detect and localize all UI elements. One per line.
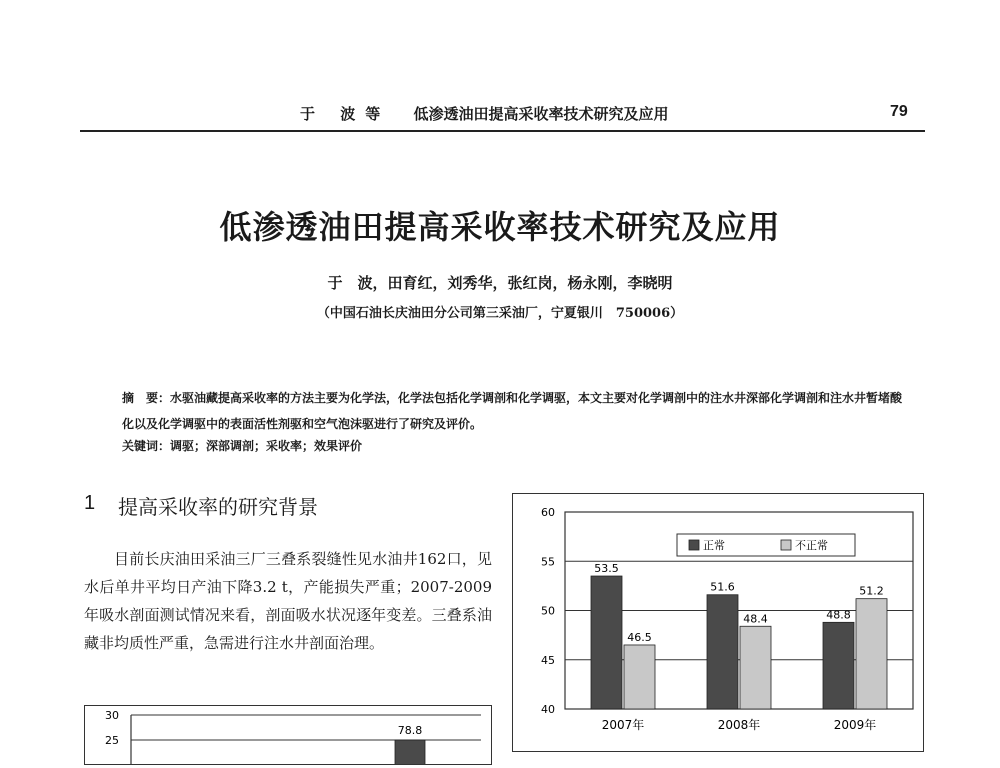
bar-不正常-2008年: [740, 626, 771, 709]
figure-bar-chart: [512, 493, 924, 752]
data-label: 46.5: [627, 630, 652, 644]
bar-不正常-2007年: [624, 645, 655, 709]
y-tick-label: 50: [541, 604, 555, 618]
data-label: 78.8: [397, 724, 423, 737]
section-number: 1: [84, 492, 96, 514]
partial-chart-svg: [85, 706, 491, 764]
keywords-text: 调驱；深部调剖；采收率；效果评价: [170, 439, 363, 453]
paper-title: 低渗透油田提高采收率技术研究及应用: [219, 208, 781, 246]
running-head: [300, 103, 720, 124]
abstract: [122, 385, 912, 437]
running-head-author: 于 波等: [300, 105, 391, 123]
bar-正常-2009年: [823, 622, 854, 709]
page-number: 79: [890, 103, 908, 120]
legend-label: 不正常: [795, 539, 828, 552]
abstract-label: 摘 要：: [122, 391, 171, 405]
legend-label: 正常: [703, 539, 725, 552]
header-rule: [80, 130, 925, 132]
data-label: 51.2: [859, 584, 884, 598]
data-label: 53.5: [594, 562, 619, 576]
y-tick-label: 45: [541, 653, 555, 667]
legend-swatch: [781, 540, 791, 550]
legend-swatch: [689, 540, 699, 550]
y-tick-label: 60: [541, 506, 555, 519]
figure-bar-chart-partial: [84, 705, 492, 765]
data-label: 48.4: [743, 612, 768, 626]
data-label: 48.8: [826, 608, 851, 622]
bar-partial: [395, 740, 425, 764]
bar-正常-2008年: [707, 595, 738, 709]
section-title: 提高采收率的研究背景: [118, 495, 318, 519]
y-tick-label: 30: [105, 709, 119, 722]
keywords-label: 关键词：: [122, 439, 171, 453]
body-paragraph: 目前长庆油田采油三厂三叠系裂缝性见水油井162口，见水后单井平均日产油下降3.2 t，产能损失严重；2007-2009年吸水剖面测试情况来看，剖面吸水状况逐年变差。三叠系油藏非均质性严重，急需进行注水井剖面治理。: [84, 550, 492, 652]
x-tick-label: 2007年: [601, 718, 645, 732]
y-tick-label: 25: [105, 734, 119, 747]
running-head-title: 低渗透油田提高采收率技术研究及应用: [413, 105, 669, 123]
keywords: [122, 437, 912, 454]
x-tick-label: 2009年: [833, 718, 877, 732]
data-label: 51.6: [710, 580, 735, 594]
x-tick-label: 2008年: [717, 718, 761, 732]
bar-正常-2007年: [591, 576, 622, 709]
bar-不正常-2009年: [856, 599, 887, 709]
y-tick-label: 55: [541, 555, 555, 569]
bar-chart-svg: [513, 494, 923, 750]
abstract-text: 水驱油藏提高采收率的方法主要为化学法，化学法包括化学调剖和化学调驱，本文主要对化学调剖中的注水井深部化学调剖和注水井暂堵酸化以及化学调驱中的表面活性剂驱和空气泡沫驱进行了研究及评价。: [122, 391, 903, 431]
affiliation: （中国石油长庆油田分公司第三采油厂，宁夏银川 750006）: [316, 306, 684, 321]
author-list: 于 波，田育红，刘秀华，张红岗，杨永刚，李晓明: [327, 274, 673, 292]
y-tick-label: 40: [541, 703, 555, 716]
